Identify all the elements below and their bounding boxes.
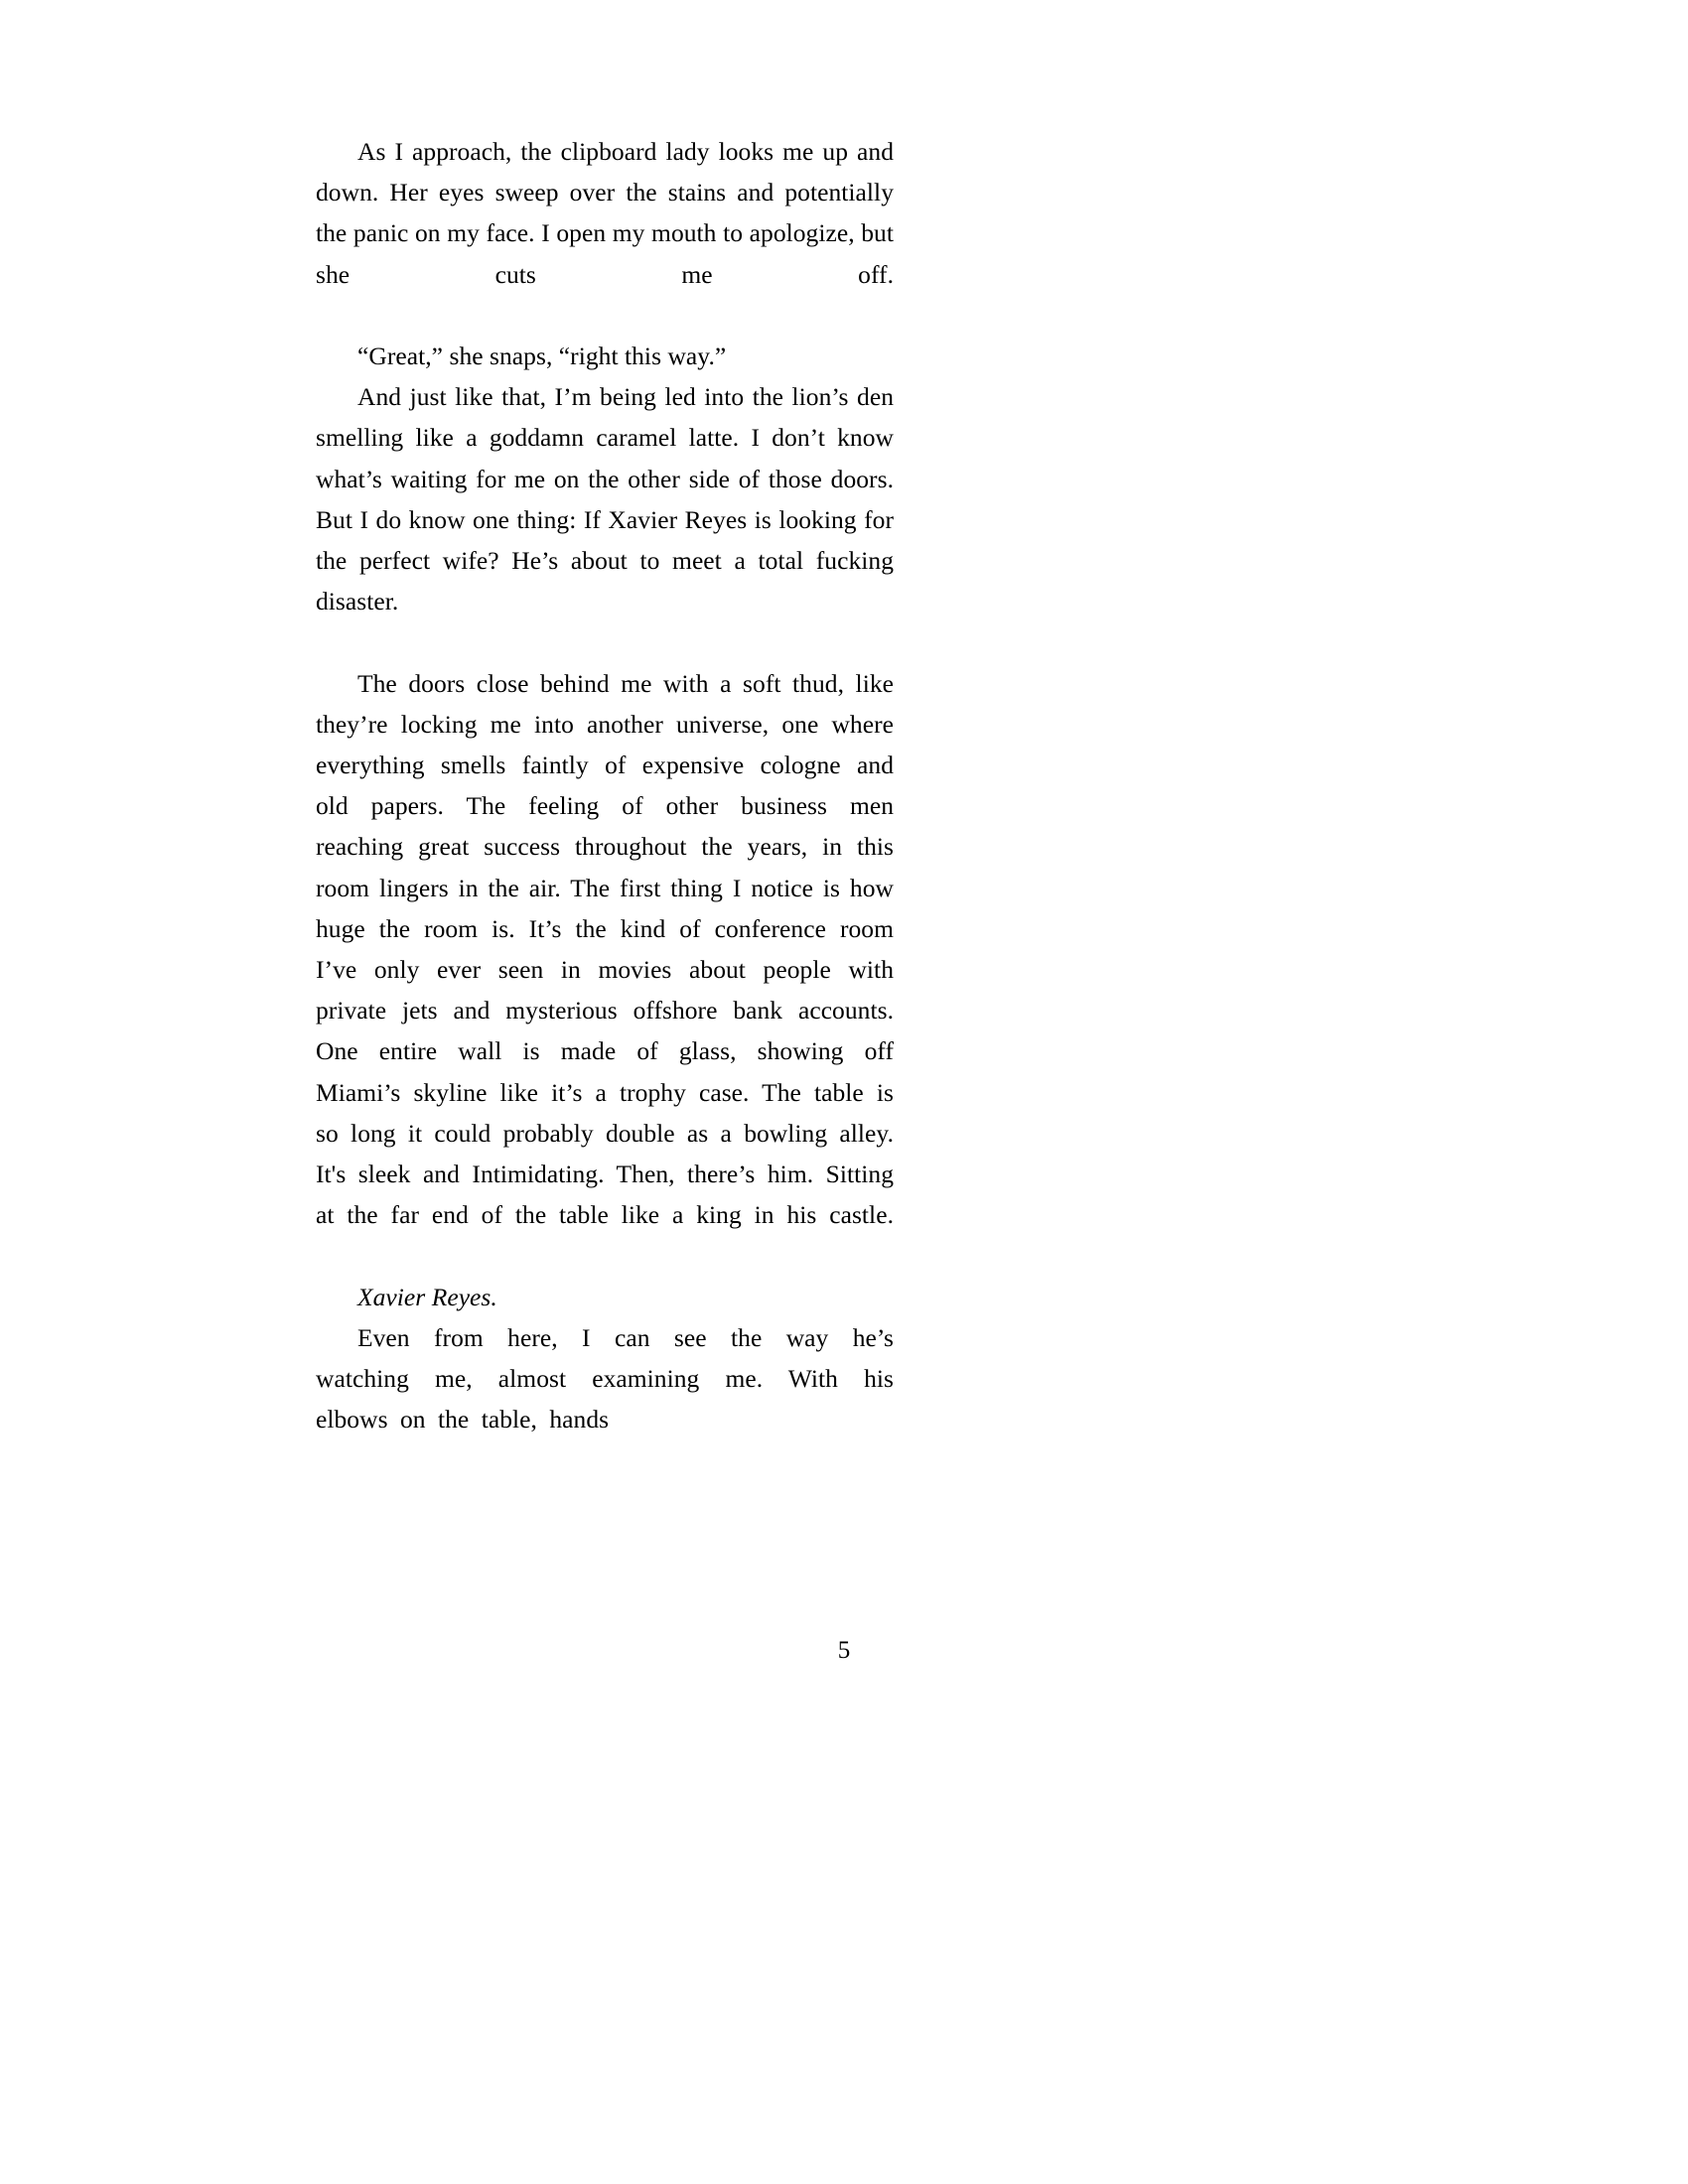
- paragraph-4: The doors close behind me with a soft thud, like they’re locking me into another universe, one where everything smells faintly of expensive cologne and old papers. The feeling of other business men reaching great success throughout the years, in this room lingers in the air. The first thing I notice is how huge the room is. It’s the kind of conference room I’ve only ever seen in movies about people with private jets and mysterious offshore bank accounts. One entire wall is made of glass, showing off Miami’s skyline like it’s a trophy case. The table is so long it could probably double as a bowling alley. It's sleek and Intimidating. Then, there’s him. Sitting at the far end of the table like a king in his castle.: [316, 668, 894, 1230]
- paragraph-3: And just like that, I’m being led into the lion’s den smelling like a goddamn caramel latte. I don’t know what’s waiting for me on the other side of those doors. But I do know one thing: If Xavier Reyes is looking for the perfect wife? He’s about to meet a total fucking disaster.: [316, 382, 894, 616]
- paragraph-6: Even from here, I can see the way he’s watching me, almost examining me. With his elbows on the table, hands: [316, 1322, 894, 1434]
- paragraph-5-character-name: Xavier Reyes.: [357, 1282, 497, 1311]
- page-number: 5: [837, 1637, 851, 1664]
- paragraph-1: As I approach, the clipboard lady looks me up and down. Her eyes sweep over the stains and potentially the panic on my face. I open my mouth to apologize, but she cuts me off.: [316, 137, 894, 289]
- body-text-column: [316, 131, 894, 1440]
- paragraph-2-dialogue: “Great,” she snaps, “right this way.”: [357, 341, 727, 371]
